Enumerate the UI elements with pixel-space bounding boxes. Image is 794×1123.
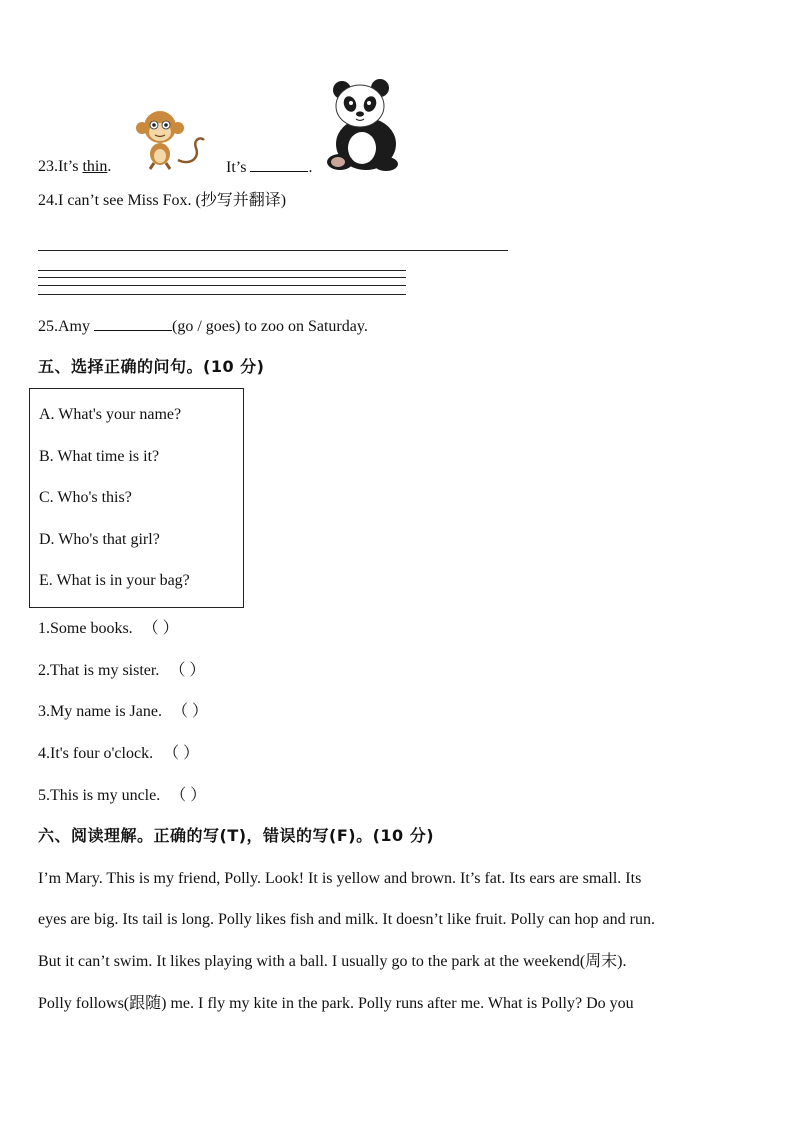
q23-word: thin — [82, 158, 108, 175]
q23-second-lead: It’s — [226, 159, 251, 176]
list-item — [38, 786, 206, 806]
section-5-heading: 五、选择正确的问句。(10 分) — [38, 357, 265, 376]
passage-line-1: I’m Mary. This is my friend, Polly. Look! It is yellow and brown. It’s fat. Its ears are small. Its — [38, 870, 642, 887]
list-item — [38, 661, 205, 681]
answer-line-1[interactable] — [38, 250, 508, 251]
answer-parentheses[interactable]: （ ） — [169, 662, 206, 679]
question-24: 24.I can’t see Miss Fox. (抄写并翻译) — [38, 192, 287, 209]
options-box — [29, 388, 244, 608]
item-text: 2.That is my sister. — [38, 662, 160, 679]
list-item — [38, 702, 208, 722]
answer-line-4[interactable] — [38, 285, 406, 286]
option-b: B. What time is it? — [39, 448, 160, 465]
q25-answer-blank[interactable] — [94, 316, 172, 331]
answer-parentheses[interactable]: （ ） — [171, 703, 208, 720]
passage-line-3: But it can’t swim. It likes playing with a ball. I usually go to the park at the weekend(周末). — [38, 953, 627, 970]
question-23 — [38, 157, 111, 177]
answer-line-5[interactable] — [38, 294, 406, 295]
q23-number: 23. — [38, 158, 58, 175]
q23-answer-blank[interactable] — [250, 157, 308, 172]
option-a: A. What's your name? — [39, 406, 182, 423]
item-text: 1.Some books. — [38, 620, 133, 637]
q23-dot: . — [107, 158, 112, 175]
q25-rest: (go / goes) to zoo on Saturday. — [172, 318, 368, 335]
q23-second-dot: . — [308, 159, 313, 176]
option-c: C. Who's this? — [39, 489, 132, 506]
question-25 — [38, 316, 368, 337]
panda-icon — [322, 78, 402, 172]
answer-line-3[interactable] — [38, 277, 406, 278]
answer-parentheses[interactable]: （ ） — [163, 745, 200, 762]
option-e: E. What is in your bag? — [39, 572, 190, 589]
q23-lead: It’s — [58, 158, 83, 175]
item-text: 5.This is my uncle. — [38, 787, 161, 804]
answer-parentheses[interactable]: （ ） — [170, 787, 207, 804]
q25-lead: Amy — [58, 318, 94, 335]
passage-line-2: eyes are big. Its tail is long. Polly likes fish and milk. It doesn’t like fruit. Polly can hop and run. — [38, 911, 655, 928]
passage-line-4: Polly follows(跟随) me. I fly my kite in the park. Polly runs after me. What is Polly? Do you — [38, 995, 634, 1012]
list-item — [38, 744, 199, 764]
item-text: 3.My name is Jane. — [38, 703, 162, 720]
section-6-heading: 六、阅读理解。正确的写(T)，错误的写(F)。(10 分) — [38, 826, 435, 845]
q25-number: 25. — [38, 318, 58, 335]
list-item — [38, 619, 179, 639]
item-text: 4.It's four o'clock. — [38, 745, 154, 762]
question-23-second — [226, 157, 312, 178]
answer-parentheses[interactable]: （ ） — [142, 620, 179, 637]
option-d: D. Who's that girl? — [39, 531, 160, 548]
monkey-icon — [130, 108, 208, 170]
answer-line-2[interactable] — [38, 270, 406, 271]
